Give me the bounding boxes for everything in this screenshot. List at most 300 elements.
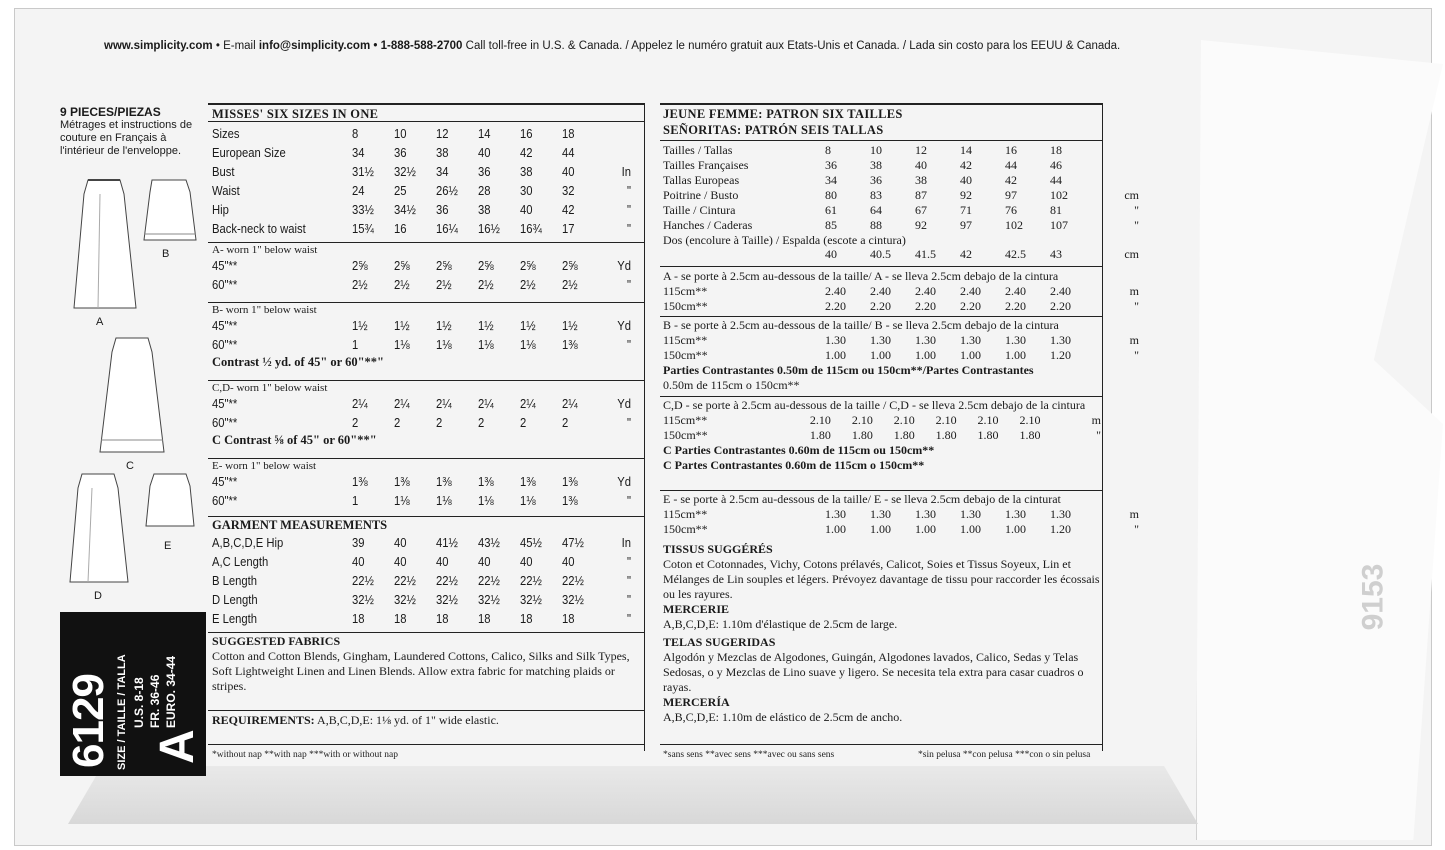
view-b-contrast: Contrast ½ yd. of 45" or 60"**"	[212, 355, 384, 369]
unit-label: m	[1129, 333, 1139, 347]
dos-spacer	[663, 247, 825, 262]
cell-value: 1.30	[870, 507, 891, 521]
row-label: 150cm**	[663, 348, 708, 362]
cell-value: 97	[960, 218, 972, 232]
tissus-text: Coton et Cotonnades, Vichy, Cotons prélavés, Calicot, Soies et Tissus Soyeux, Lin et Mélanges de Lin souples et légers. Prévoyez davantage de tissu pour raccorder les écossais ou les rayures.	[663, 557, 1100, 601]
cell-value: 2.40	[870, 284, 891, 298]
cell-value: 2⅝	[562, 258, 578, 273]
cell-value: 1.30	[1005, 333, 1026, 347]
cell-value: 2½	[394, 277, 410, 292]
unit-label: m	[1129, 507, 1139, 521]
row-label: Back-neck to waist	[212, 221, 306, 236]
cell-value: 83	[870, 188, 882, 202]
cell-value: 1½	[394, 318, 410, 333]
cell-value: 26½	[436, 183, 458, 198]
size-table-row	[212, 162, 634, 181]
us-sizes: 8-18	[132, 677, 146, 702]
cell-value: 42	[960, 247, 972, 261]
cell-value: 32½	[352, 592, 374, 607]
website-link[interactable]: www.simplicity.com	[104, 40, 213, 52]
cell-value: 42.5	[1005, 247, 1026, 261]
size-table-row	[663, 218, 1139, 233]
cell-value: 40	[562, 554, 575, 569]
cell-value: 2	[394, 415, 401, 430]
fr-view-e-label: E - se porte à 2.5cm au-dessous de la taille/ E - se lleva 2.5cm debajo de la cinturat	[663, 492, 1061, 506]
cell-value: 44	[1005, 158, 1017, 172]
french-view-a	[663, 269, 1139, 314]
french-fabrics-notions	[663, 542, 1103, 725]
watermark-number: 9153	[1356, 563, 1390, 631]
view-cd-contrast: C Contrast ⅝ of 45" or 60"**"	[212, 433, 377, 447]
cell-value: 1.30	[915, 333, 936, 347]
cell-value: 1.30	[870, 333, 891, 347]
cell-value: 32½	[520, 592, 542, 607]
cell-value: 34	[352, 145, 365, 160]
us-label: U.S.	[132, 704, 146, 728]
row-label: 60"**	[212, 493, 238, 508]
cell-value: 2⅝	[520, 258, 536, 273]
unit-label: m	[1129, 284, 1139, 298]
cell-value: 44	[562, 145, 575, 160]
view-e-wear-note: E- worn 1" below waist	[212, 460, 317, 472]
cell-value: 92	[960, 188, 972, 202]
cell-value: 1.30	[1005, 507, 1026, 521]
cell-value: 1.00	[1005, 348, 1026, 362]
contact-header	[104, 40, 1120, 52]
cell-value: 40	[478, 554, 491, 569]
cell-value: 1⅛	[436, 337, 452, 352]
size-table-row	[212, 590, 634, 609]
cell-value: 2¼	[562, 396, 578, 411]
size-table-row	[212, 571, 634, 590]
unit-label: cm	[1124, 247, 1139, 261]
merceria-text: A,B,C,D,E: 1.10m de elástico de 2.5cm de ancho.	[663, 710, 903, 724]
cell-value: 2.10	[851, 413, 873, 427]
cell-value: 97	[1005, 188, 1017, 202]
cell-value: 92	[915, 218, 927, 232]
cell-value: 38	[870, 158, 882, 172]
row-label: 45"**	[212, 258, 238, 273]
unit-label: "	[627, 611, 631, 626]
view-cd-wear-note: C,D- worn 1" below waist	[212, 382, 328, 394]
english-size-chart	[212, 124, 634, 238]
size-table-row	[212, 275, 634, 294]
skirt-view-d-drawing	[66, 470, 132, 588]
row-label: 60"**	[212, 415, 238, 430]
row-label: Waist	[212, 183, 240, 198]
unit-label: "	[627, 221, 631, 236]
row-label: 45"**	[212, 474, 238, 489]
cell-value: 1.80	[893, 428, 915, 442]
row-label: A,C Length	[212, 554, 269, 569]
cell-value: 1½	[520, 318, 536, 333]
cell-value: 1.00	[915, 348, 936, 362]
unit-label: "	[627, 493, 631, 508]
cell-value: 1⅜	[562, 474, 578, 489]
row-label: A,B,C,D,E Hip	[212, 535, 284, 550]
cell-value: 42	[960, 158, 972, 172]
row-label: 115cm**	[663, 284, 708, 298]
envelope-bottom-flap	[68, 766, 1198, 824]
cell-value: 102	[1005, 218, 1023, 232]
tollfree-text: Call toll-free in U.S. & Canada. / Appelez le numéro gratuit aux Etats-Unis et Canada. / Lada sin costo para los EEUU & Canada.	[465, 40, 1121, 52]
garment-measurements-title: GARMENT MEASUREMENTS	[212, 518, 388, 532]
row-label: Poitrine / Busto	[663, 188, 739, 202]
cell-value: 40	[394, 554, 407, 569]
cell-value: 2.10	[935, 413, 957, 427]
unit-label: In	[621, 535, 631, 550]
cell-value: 2.40	[915, 284, 936, 298]
cell-value: 12	[915, 143, 927, 157]
cell-value: 14	[960, 143, 972, 157]
cell-value: 10	[870, 143, 882, 157]
cell-value: 2¼	[352, 396, 368, 411]
requirements-text: A,B,C,D,E: 1⅛ yd. of 1" wide elastic.	[317, 713, 499, 727]
row-label: 150cm**	[663, 428, 708, 442]
unit-label: "	[627, 202, 631, 217]
cell-value: 2.40	[1005, 284, 1026, 298]
pattern-number: 6129	[64, 674, 113, 768]
cell-value: 2½	[436, 277, 452, 292]
row-label: Tallas Europeas	[663, 173, 740, 187]
cell-value: 25	[394, 183, 407, 198]
cell-value: 18	[478, 611, 491, 626]
unit-label	[1095, 143, 1139, 158]
cell-value: 2⅝	[352, 258, 368, 273]
cell-value: 2⅝	[436, 258, 452, 273]
cell-value: 1⅜	[352, 474, 368, 489]
unit-label: "	[1134, 218, 1139, 232]
cell-value: 22½	[352, 573, 374, 588]
cell-value: 1½	[562, 318, 578, 333]
row-label: 115cm**	[663, 507, 708, 521]
cell-value: 30	[520, 183, 533, 198]
cell-value: 1.00	[870, 522, 891, 536]
unit-label: "	[627, 337, 631, 352]
cell-value: 33½	[352, 202, 374, 217]
unit-label: cm	[1124, 188, 1139, 202]
cell-value: 2¼	[436, 396, 452, 411]
view-a-label: A	[96, 316, 104, 328]
cell-value: 2.20	[1005, 299, 1026, 313]
dos-row	[663, 247, 1139, 262]
cell-value: 46	[1050, 158, 1062, 172]
garment-measurements	[212, 518, 634, 628]
cell-value: 12	[436, 126, 449, 141]
cell-value: 1⅛	[478, 493, 494, 508]
size-table-row	[663, 143, 1139, 158]
size-table-row	[663, 173, 1139, 188]
size-table-row	[212, 335, 634, 354]
cell-value: 22½	[478, 573, 500, 588]
cell-value: 1.30	[960, 507, 981, 521]
unit-label: "	[627, 277, 631, 292]
cell-value: 10	[394, 126, 407, 141]
cell-value: 42	[520, 145, 533, 160]
cell-value: 18	[562, 126, 575, 141]
size-badge	[60, 612, 206, 776]
size-table-row	[212, 491, 634, 510]
cell-value: 1.00	[825, 522, 846, 536]
cell-value: 2.20	[825, 299, 846, 313]
cell-value: 2.40	[825, 284, 846, 298]
cell-value: 2.40	[960, 284, 981, 298]
cell-value: 2½	[520, 277, 536, 292]
cell-value: 1.80	[935, 428, 957, 442]
cell-value: 36	[478, 164, 491, 179]
cell-value: 14	[478, 126, 491, 141]
cell-value: 2.10	[809, 413, 831, 427]
spanish-title: SEÑORITAS: PATRÓN SEIS TALLAS	[663, 123, 884, 137]
suggested-fabrics	[212, 634, 652, 694]
merceria-title: MERCERÍA	[663, 695, 730, 709]
unit-label: Yd	[617, 474, 631, 489]
unit-label: "	[1134, 203, 1139, 217]
cell-value: 2.40	[1050, 284, 1071, 298]
row-label: 115cm**	[663, 413, 708, 427]
cell-value: 22½	[436, 573, 458, 588]
unit-label: "	[1134, 299, 1139, 313]
cell-value: 2.10	[1019, 413, 1041, 427]
cell-value: 40.5	[870, 247, 891, 261]
english-title: MISSES' SIX SIZES IN ONE	[212, 107, 379, 121]
cell-value: 1⅜	[394, 474, 410, 489]
cell-value: 2½	[478, 277, 494, 292]
size-table-row	[212, 124, 634, 143]
unit-label: Yd	[617, 318, 631, 333]
french-footnote: *sans sens **avec sens ***avec ou sans sens	[663, 750, 835, 760]
size-table-row	[663, 158, 1139, 173]
french-view-b	[663, 318, 1139, 393]
size-table-row	[212, 181, 634, 200]
cell-value: 2.10	[977, 413, 999, 427]
unit-label: "	[1096, 428, 1101, 442]
unit-label	[1095, 158, 1139, 173]
cell-value: 18	[520, 611, 533, 626]
mercerie-title: MERCERIE	[663, 602, 730, 616]
cell-value: 1⅛	[520, 493, 536, 508]
french-title: JEUNE FEMME: PATRON SIX TAILLES	[663, 107, 903, 121]
cell-value: 1.80	[977, 428, 999, 442]
unit-label: In	[621, 164, 631, 179]
cell-value: 2¼	[394, 396, 410, 411]
cell-value: 24	[352, 183, 365, 198]
cell-value: 42	[1005, 173, 1017, 187]
cell-value: 16¾	[520, 221, 542, 236]
cell-value: 2.20	[960, 299, 981, 313]
row-label: Sizes	[212, 126, 240, 141]
cell-value: 41.5	[915, 247, 936, 261]
size-table-row	[663, 299, 1139, 314]
unit-label: m	[1091, 413, 1101, 427]
cell-value: 1.30	[915, 507, 936, 521]
cell-value: 1⅛	[394, 337, 410, 352]
pieces-count: 9	[60, 105, 67, 119]
cell-value: 41½	[436, 535, 458, 550]
view-b-label: B	[162, 248, 170, 260]
cell-value: 67	[915, 203, 927, 217]
size-table-row	[212, 143, 634, 162]
cell-value: 2	[352, 415, 359, 430]
row-label: Bust	[212, 164, 235, 179]
cell-value: 1⅜	[478, 474, 494, 489]
fr-label: FR.	[148, 708, 162, 728]
cell-value: 1.00	[1005, 522, 1026, 536]
fr-view-b-contrast2: 0.50m de 115cm o 150cm**	[663, 378, 800, 392]
row-label: D Length	[212, 592, 258, 607]
row-label: Tailles Françaises	[663, 158, 749, 172]
cell-value: 18	[352, 611, 365, 626]
cell-value: 1⅜	[562, 493, 578, 508]
cell-value: 2.10	[893, 413, 915, 427]
email-link[interactable]: info@simplicity.com	[258, 40, 371, 52]
size-table-row	[212, 609, 634, 628]
cell-value: 40	[825, 247, 837, 261]
cell-value: 2⅝	[394, 258, 410, 273]
cell-value: 61	[825, 203, 837, 217]
pieces-label: PIECES/PIEZAS	[70, 105, 161, 119]
phone-number: • 1-888-588-2700	[373, 40, 463, 52]
cell-value: 16	[394, 221, 407, 236]
cell-value: 16	[520, 126, 533, 141]
cell-value: 1.30	[960, 333, 981, 347]
unit-label: "	[627, 573, 631, 588]
cell-value: 40	[478, 145, 491, 160]
cell-value: 1	[352, 493, 359, 508]
french-view-e	[663, 492, 1139, 537]
size-table-row	[663, 348, 1139, 363]
view-c-label: C	[126, 460, 134, 472]
english-view-cd	[212, 382, 634, 448]
row-label: 45"**	[212, 396, 238, 411]
cell-value: 1⅛	[394, 493, 410, 508]
cell-value: 1.00	[870, 348, 891, 362]
spanish-footnote: *sin pelusa **con pelusa ***con o sin pelusa	[918, 750, 1091, 760]
cell-value: 38	[915, 173, 927, 187]
cell-value: 85	[825, 218, 837, 232]
cell-value: 1⅜	[436, 474, 452, 489]
envelope-flap	[1196, 40, 1443, 840]
cell-value: 40	[520, 554, 533, 569]
cell-value: 71	[960, 203, 972, 217]
cell-value: 102	[1050, 188, 1068, 202]
cell-value: 43½	[478, 535, 500, 550]
fr-view-a-label: A - se porte à 2.5cm au-dessous de la taille/ A - se lleva 2.5cm debajo de la cintura	[663, 269, 1059, 283]
cell-value: 107	[1050, 218, 1068, 232]
cell-value: 42	[562, 202, 575, 217]
cell-value: 1.30	[825, 333, 846, 347]
cell-value: 1.00	[960, 522, 981, 536]
cell-value: 16	[1005, 143, 1017, 157]
size-table-row	[212, 533, 634, 552]
cell-value: 34	[436, 164, 449, 179]
cell-value: 47½	[562, 535, 584, 550]
telas-text: Algodón y Mezclas de Algodones, Guingán, Algodones lavados, Calico, Sedas y Telas Sedosas, o y Mezclas de Lino suave y ligero. Se necesita tela extra para casar cuadros o rayas.	[663, 650, 1084, 694]
cell-value: 16½	[478, 221, 500, 236]
size-table-row	[663, 333, 1139, 348]
cell-value: 1.20	[1050, 522, 1071, 536]
size-table-row	[663, 428, 1101, 443]
cell-value: 2.20	[870, 299, 891, 313]
fr-view-cd-contrast: C Parties Contrastantes 0.60m de 115cm ou 150cm**	[663, 443, 935, 457]
english-view-b	[212, 304, 634, 370]
cell-value: 43	[1050, 247, 1062, 261]
row-label: 60"**	[212, 277, 238, 292]
unit-label: "	[627, 183, 631, 198]
cell-value: 80	[825, 188, 837, 202]
row-label: 150cm**	[663, 299, 708, 313]
cell-value: 32½	[394, 592, 416, 607]
cell-value: 1.00	[825, 348, 846, 362]
cell-value: 17	[562, 221, 575, 236]
cell-value: 2.20	[915, 299, 936, 313]
cell-value: 1½	[352, 318, 368, 333]
size-table-row	[663, 188, 1139, 203]
row-label: Tailles / Tallas	[663, 143, 733, 157]
french-size-chart	[663, 143, 1139, 262]
cell-value: 2	[562, 415, 569, 430]
cell-value: 81	[1050, 203, 1062, 217]
size-table-row	[663, 522, 1139, 537]
unit-label: "	[627, 415, 631, 430]
cell-value: 34	[825, 173, 837, 187]
cell-value: 32½	[562, 592, 584, 607]
requirements	[212, 713, 652, 728]
cell-value: 36	[825, 158, 837, 172]
pieces-note: Métrages et instructions de couture en Français à l'intérieur de l'enveloppe.	[60, 119, 193, 157]
cell-value: 1.30	[1050, 507, 1071, 521]
cell-value: 1.00	[915, 522, 936, 536]
suggested-fabrics-text: Cotton and Cotton Blends, Gingham, Laundered Cottons, Calico, Silks and Silk Types, Soft Lightweight Linen and Linen Blends. Allow extra fabric for matching plaids or stripes.	[212, 649, 630, 693]
cell-value: 88	[870, 218, 882, 232]
size-letter: A	[151, 729, 204, 764]
cell-value: 8	[352, 126, 359, 141]
cell-value: 31½	[352, 164, 374, 179]
cell-value: 1½	[436, 318, 452, 333]
cell-value: 36	[870, 173, 882, 187]
unit-label: "	[627, 554, 631, 569]
cell-value: 34½	[394, 202, 416, 217]
unit-label: Yd	[617, 258, 631, 273]
english-view-e	[212, 460, 634, 510]
size-table-row	[212, 316, 634, 335]
row-label: European Size	[212, 145, 286, 160]
row-label: Taille / Cintura	[663, 203, 736, 217]
fr-view-b-contrast: Parties Contrastantes 0.50m de 115cm ou 150cm**/Partes Contrastantes	[663, 363, 1034, 377]
cell-value: 1⅜	[562, 337, 578, 352]
unit-label: "	[627, 592, 631, 607]
view-d-label: D	[94, 590, 102, 602]
cell-value: 22½	[520, 573, 542, 588]
cell-value: 2⅝	[478, 258, 494, 273]
cell-value: 40	[436, 554, 449, 569]
size-table-row	[212, 552, 634, 571]
cell-value: 18	[394, 611, 407, 626]
pieces-info	[60, 106, 210, 158]
cell-value: 28	[478, 183, 491, 198]
cell-value: 44	[1050, 173, 1062, 187]
size-label: SIZE / TAILLE / TALLA	[116, 654, 128, 770]
cell-value: 32½	[436, 592, 458, 607]
cell-value: 2.20	[1050, 299, 1071, 313]
cell-value: 45½	[520, 535, 542, 550]
cell-value: 16¼	[436, 221, 458, 236]
cell-value: 87	[915, 188, 927, 202]
unit-label: "	[1134, 522, 1139, 536]
row-label: B Length	[212, 573, 258, 588]
euro-label: EURO.	[164, 689, 178, 728]
cell-value: 1.20	[1050, 348, 1071, 362]
